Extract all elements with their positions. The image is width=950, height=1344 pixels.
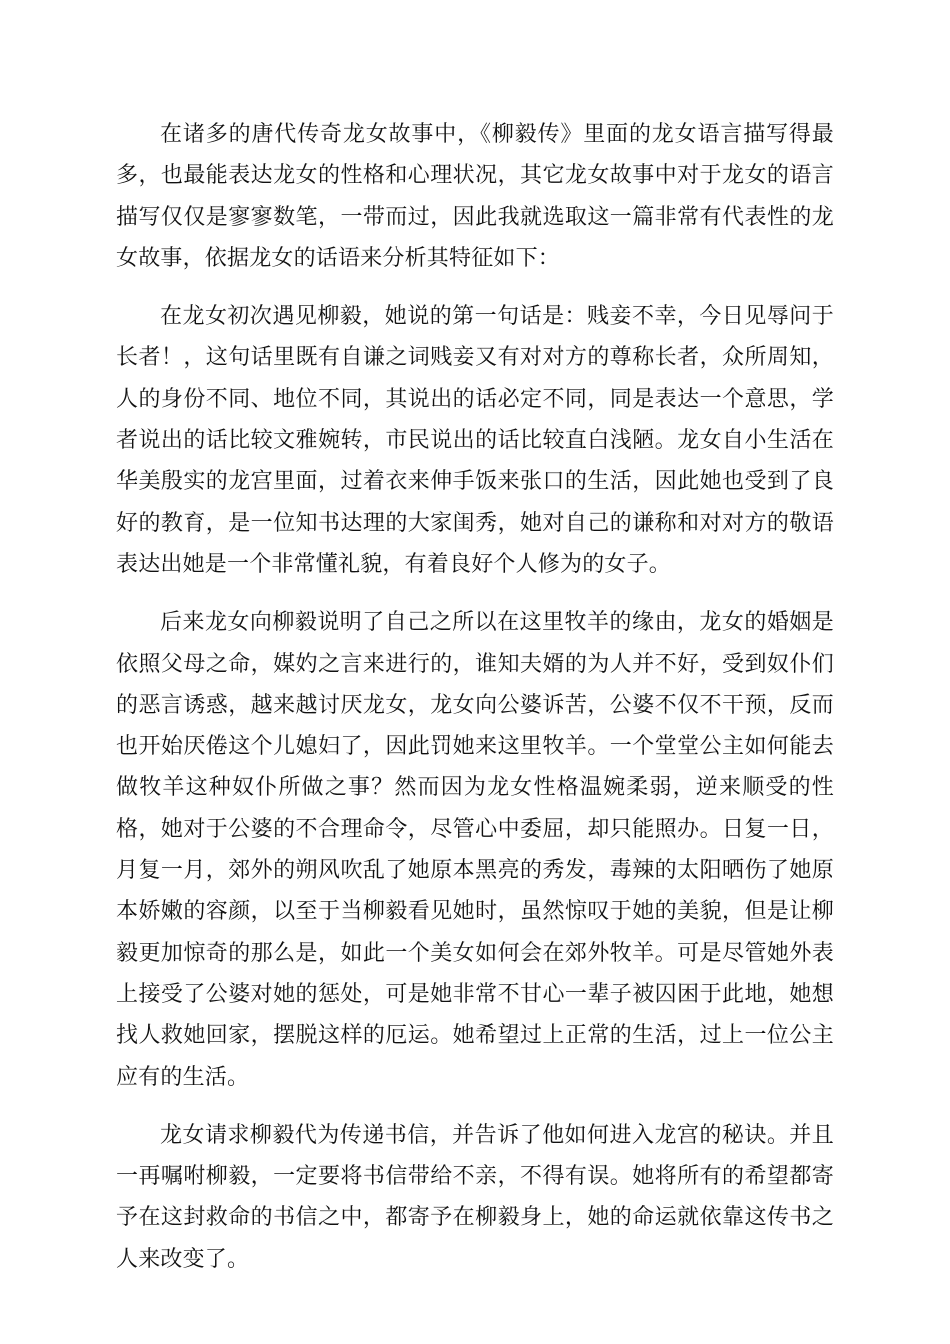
paragraph-2: 在龙女初次遇见柳毅，她说的第一句话是：贱妾不幸，今日见辱问于长者！，这句话里既有自谦之词贱妾又有对对方的尊称长者，众所周知，人的身份不同、地位不同，其说出的话必定不同，同是表达一个意思，学者说出的话比较文雅婉转，市民说出的话比较直白浅陋。龙女自小生活在华美殷实的龙宫里面，过着衣来伸手饭来张口的生活，因此她也受到了良好的教育，是一位知书达理的大家闺秀，她对自己的谦称和对对方的敬语表达出她是一个非常懂礼貌，有着良好个人修为的女子。 <box>116 304 834 577</box>
paragraph-3: 后来龙女向柳毅说明了自己之所以在这里牧羊的缘由，龙女的婚姻是依照父母之命，媒妁之言来进行的，谁知夫婿的为人并不好，受到奴仆们的恶言诱惑，越来越讨厌龙女，龙女向公婆诉苦，公婆不仅不干预，反而也开始厌倦这个儿媳妇了，因此罚她来这里牧羊。一个堂堂公主如何能去做牧羊这种奴仆所做之事？然而因为龙女性格温婉柔弱，逆来顺受的性格，她对于公婆的不合理命令，尽管心中委屈，却只能照办。日复一日，月复一月，郊外的朔风吹乱了她原本黑亮的秀发，毒辣的太阳晒伤了她原本娇嫩的容颜，以至于当柳毅看见她时，虽然惊叹于她的美貌，但是让柳毅更加惊奇的那么是，如此一个美女如何会在郊外牧羊。可是尽管她外表上接受了公婆对她的惩处，可是她非常不甘心一辈子被囚困于此地，她想找人救她回家，摆脱这样的厄运。她希望过上正常的生活，过上一位公主应有的生活。 <box>116 610 834 1090</box>
document-body <box>116 114 834 1297</box>
paragraph-4: 龙女请求柳毅代为传递书信，并告诉了他如何进入龙宫的秘诀。并且一再嘱咐柳毅，一定要将书信带给不亲，不得有误。她将所有的希望都寄予在这封救命的书信之中，都寄予在柳毅身上，她的命运就依靠这传书之人来改变了。 <box>116 1122 834 1272</box>
paragraph-1: 在诸多的唐代传奇龙女故事中，《柳毅传》里面的龙女语言描写得最多，也最能表达龙女的性格和心理状况，其它龙女故事中对于龙女的语言描写仅仅是寥寥数笔，一带而过，因此我就选取这一篇非常有代表性的龙女故事，依据龙女的话语来分析其特征如下： <box>116 122 834 271</box>
